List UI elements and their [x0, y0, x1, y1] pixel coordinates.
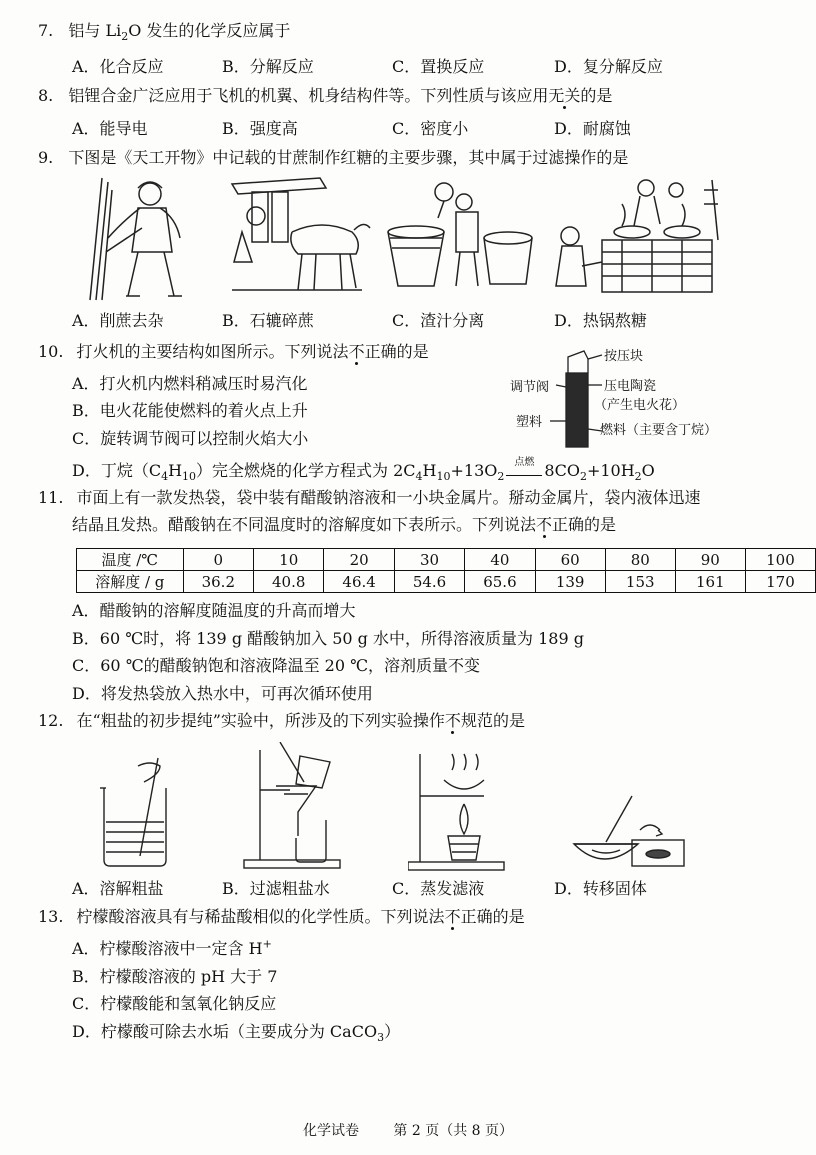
- q10-option-c[interactable]: C．旋转调节阀可以控制火焰大小: [72, 429, 309, 448]
- label-fuel: 燃料（主要含丁烷）: [600, 423, 718, 438]
- solubility-cell: 161: [675, 571, 745, 593]
- q7-option-c[interactable]: C．置换反应: [392, 57, 485, 76]
- solubility-table: [76, 548, 816, 593]
- q10-option-b[interactable]: B．电火花能使燃料的着火点上升: [72, 401, 308, 420]
- q13-option-b[interactable]: B．柠檬酸溶液的 pH 大于 7: [72, 967, 278, 986]
- q11-option-b[interactable]: B．60 ℃时，将 139 g 醋酸钠加入 50 g 水中，所得溶液质量为 189 g: [72, 629, 584, 648]
- question-7-stem: 7. 铝与 $Li_2O$ 发生的化学反应属于: [38, 21, 291, 44]
- q13-option-d[interactable]: D．柠檬酸可除去水垢（主要成分为 CaCO$_3$）: [72, 1022, 401, 1045]
- solubility-cell: 54.6: [394, 571, 464, 593]
- hot-pot-boiling-illustration: [542, 170, 722, 295]
- question-9-stem: 9. 下图是《天工开物》中记载的甘蔗制作红糖的主要步骤，其中属于过滤操作的是: [38, 148, 629, 167]
- temp-cell: 100: [745, 549, 815, 571]
- reaction-arrow: 点燃: [504, 460, 544, 482]
- label-press-block: 按压块: [604, 349, 644, 364]
- question-12-stem: 12. 在“粗盐的初步提纯”实验中，所涉及的下列实验操作不规范的是: [38, 711, 525, 730]
- temp-cell: 60: [535, 549, 605, 571]
- q12-option-b[interactable]: B．过滤粗盐水: [222, 879, 330, 898]
- q11-option-c[interactable]: C．60 ℃的醋酸钠饱和溶液降温至 20 ℃，溶剂质量不变: [72, 656, 481, 675]
- solubility-cell: 170: [745, 571, 815, 593]
- footer-subject: 化学试卷: [302, 1123, 359, 1139]
- q8-option-d[interactable]: D．耐腐蚀: [554, 119, 631, 138]
- q9-option-b[interactable]: B．石辘碎蔗: [222, 311, 314, 330]
- temp-cell: 80: [605, 549, 675, 571]
- q7-option-a[interactable]: A．化合反应: [72, 57, 164, 76]
- label-piezo: 压电陶瓷: [604, 379, 657, 394]
- temp-cell: 0: [183, 549, 253, 571]
- q13-option-a[interactable]: A．柠檬酸溶液中一定含 H+: [72, 937, 272, 958]
- juice-residue-separation-illustration: [384, 178, 534, 293]
- q9-option-c[interactable]: C．渣汁分离: [392, 311, 485, 330]
- temp-cell: 20: [324, 549, 394, 571]
- label-valve: 调节阀: [510, 380, 550, 395]
- temp-cell: 10: [254, 549, 324, 571]
- footer-page-number: 第 2 页（共 8 页）: [393, 1123, 514, 1139]
- question-11-stem-line2: 结晶且发热。醋酸钠在不同温度时的溶解度如下表所示。下列说法不正确的是: [72, 515, 617, 534]
- question-10-stem: 10. 打火机的主要结构如图所示。下列说法不正确的是: [38, 342, 429, 361]
- q11-option-a[interactable]: A．醋酸钠的溶解度随温度的升高而增大: [72, 601, 356, 620]
- evaporation-setup-illustration: [408, 750, 508, 875]
- q9-option-d[interactable]: D．热锅熬糖: [554, 311, 647, 330]
- label-piezo-note: （产生电火花）: [594, 398, 686, 413]
- temp-cell: 90: [675, 549, 745, 571]
- q9-option-a[interactable]: A．削蔗去杂: [72, 311, 164, 330]
- sugarcane-peeling-illustration: [68, 172, 198, 302]
- stone-roller-crushing-illustration: [222, 172, 372, 302]
- row-head-temp: 温度 /℃: [77, 549, 184, 571]
- q8-option-a[interactable]: A．能导电: [72, 119, 148, 138]
- question-13-stem: 13. 柠檬酸溶液具有与稀盐酸相似的化学性质。下列说法不正确的是: [38, 907, 525, 926]
- q11-option-d[interactable]: D．将发热袋放入热水中，可再次循环使用: [72, 684, 373, 703]
- solubility-cell: 40.8: [254, 571, 324, 593]
- table-row: [77, 549, 816, 571]
- label-plastic: 塑料: [516, 415, 543, 430]
- q10-option-d[interactable]: D．丁烷$(C_4H_{10})$完全燃烧的化学方程式为 $2C_4H_{10}+13O_2$ 点燃 $8CO_2+10H_2O$: [72, 457, 655, 484]
- solubility-cell: 46.4: [324, 571, 394, 593]
- q8-option-b[interactable]: B．强度高: [222, 119, 298, 138]
- q8-option-c[interactable]: C．密度小: [392, 119, 469, 138]
- table-row: [77, 571, 816, 593]
- solubility-cell: 36.2: [183, 571, 253, 593]
- dissolving-beaker-illustration: [92, 752, 182, 870]
- page-footer: [0, 1120, 816, 1140]
- transfer-solid-illustration: [570, 792, 690, 872]
- question-11-stem-line1: 11. 市面上有一款发热袋，袋中装有醋酸钠溶液和一小块金属片。掰动金属片，袋内液体迅速: [38, 488, 701, 507]
- filtration-setup-illustration: [240, 742, 350, 872]
- solubility-cell: 153: [605, 571, 675, 593]
- solubility-cell: 65.6: [465, 571, 535, 593]
- q12-option-c[interactable]: C．蒸发滤液: [392, 879, 485, 898]
- q12-option-d[interactable]: D．转移固体: [554, 879, 647, 898]
- temp-cell: 30: [394, 549, 464, 571]
- temp-cell: 40: [465, 549, 535, 571]
- q7-option-b[interactable]: B．分解反应: [222, 57, 314, 76]
- q12-option-a[interactable]: A．溶解粗盐: [72, 879, 164, 898]
- question-8-stem: 8. 铝锂合金广泛应用于飞机的机翼、机身结构件等。下列性质与该应用无关的是: [38, 86, 613, 105]
- solubility-cell: 139: [535, 571, 605, 593]
- q13-option-c[interactable]: C．柠檬酸能和氢氧化钠反应: [72, 994, 277, 1013]
- q7-option-d[interactable]: D．复分解反应: [554, 57, 663, 76]
- q10-option-a[interactable]: A．打火机内燃料稍减压时易汽化: [72, 374, 308, 393]
- row-head-solubility: 溶解度 / g: [77, 571, 184, 593]
